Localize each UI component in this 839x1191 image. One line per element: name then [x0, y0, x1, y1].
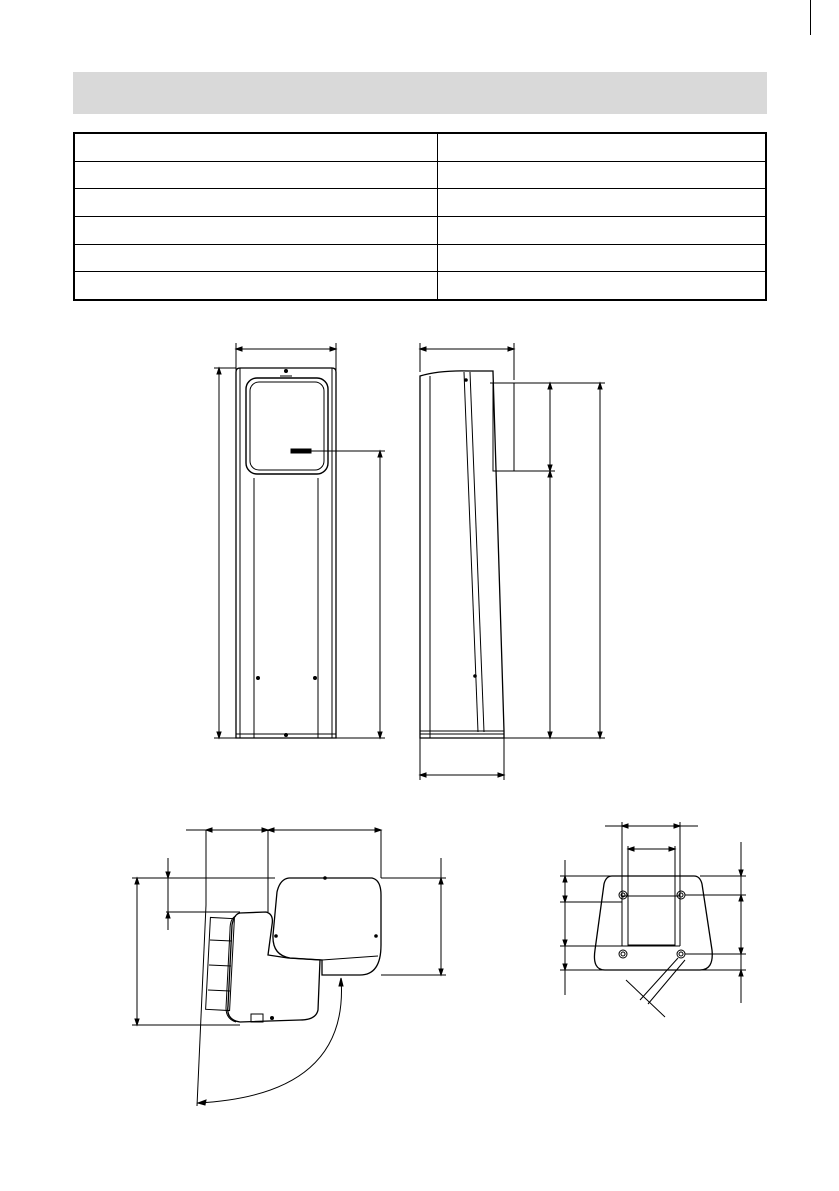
top-view-drawing [132, 828, 446, 1106]
front-view-drawing [214, 343, 385, 738]
base-plate-drawing [560, 822, 746, 1017]
side-view-drawing [420, 343, 605, 780]
